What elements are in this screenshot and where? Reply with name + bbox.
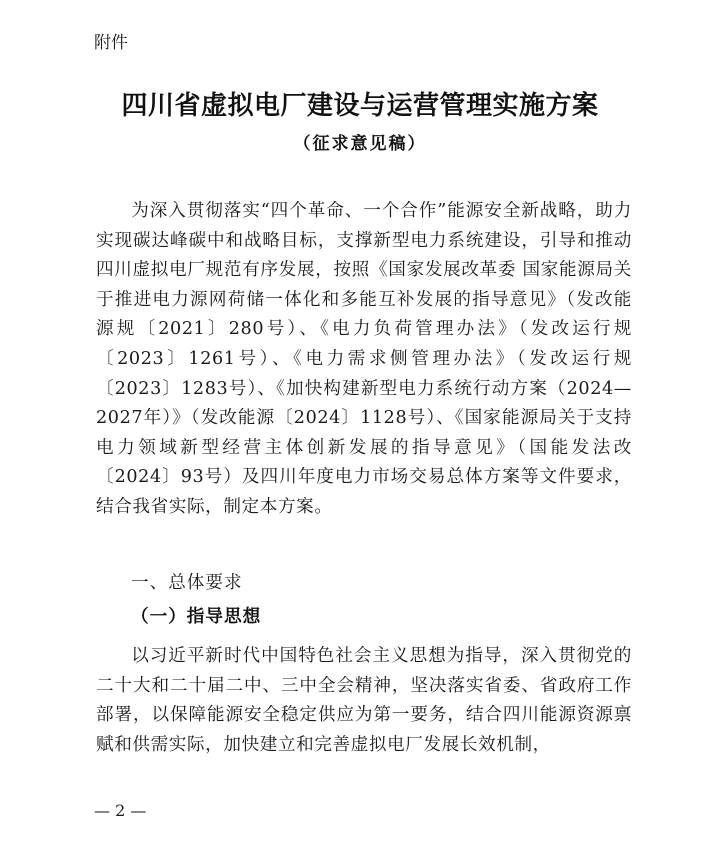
page-number: — 2 — (94, 801, 147, 820)
guiding-ideology-paragraph: 以习近平新时代中国特色社会主义思想为指导，深入贯彻党的二十大和二十届二中、三中全会精神，坚决落实省委、省政府工作部署，以保障能源安全稳定供应为第一要务，结合四川能源资源禀赋和供需实际，加快建立和完善虚拟电厂发展长效机制， (96, 646, 632, 755)
subsection-heading-guiding-ideology: （一）指导思想 (131, 607, 262, 627)
document-title: 四川省虚拟电厂建设与运营管理实施方案 (121, 91, 599, 121)
attachment-label: 附件 (94, 33, 128, 53)
intro-paragraph: 为深入贯彻落实“四个革命、一个合作”能源安全新战略，助力实现碳达峰碳中和战略目标，支撑新型电力系统建设，引导和推动四川虚拟电厂规范有序发展，按照《国家发展改革委 国家能源局关于推进电力源网荷储一体化和多能互补发展的指导意见》（发改能源规〔2021〕280号）、《电力负荷管理办法》（发改运行规〔2023〕1261号）、《电力需求侧管理办法》（发改运行规〔2023〕1283号）、《加快构建新型电力系统行动方案（2024—2027年）》（发改能源〔2024〕1128号）、《国家能源局关于支持电力领域新型经营主体创新发展的指导意见》（国能发法改〔2024〕93号）及四川年度电力市场交易总体方案等文件要求，结合我省实际，制定本方案。 (96, 201, 632, 517)
document-subtitle: （征求意见稿） (293, 134, 427, 154)
section-heading-general-requirements: 一、总体要求 (131, 573, 243, 593)
